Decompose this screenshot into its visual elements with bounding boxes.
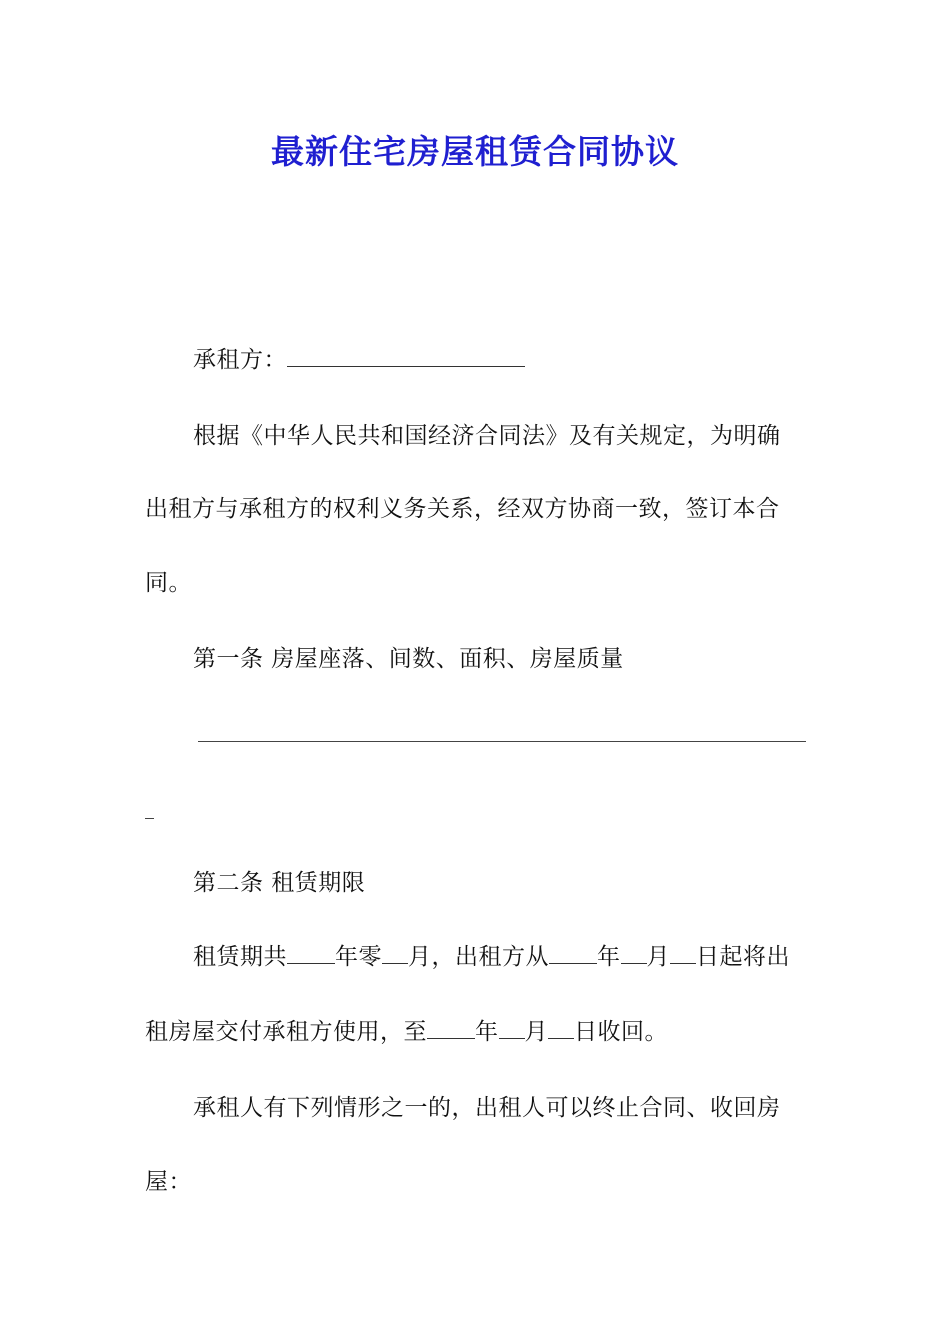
intro-line-2: 出租方与承租方的权利义务关系，经双方协商一致，签订本合 [145,496,780,522]
intro-line-3: 同。 [145,570,192,596]
termination-line-1: 承租人有下列情形之一的，出租人可以终止合同、收回房 [193,1095,781,1121]
end-month-blank[interactable] [499,1018,525,1039]
term-text: 年 [475,1019,499,1045]
article2-heading: 第二条 租赁期限 [193,870,366,896]
article1-heading: 第一条 房屋座落、间数、面积、房屋质量 [193,646,624,672]
term-text: 年零 [335,944,382,970]
term-years-blank[interactable] [287,943,335,964]
term-text: 年 [597,944,621,970]
tenant-blank[interactable] [287,346,525,367]
start-day-blank[interactable] [670,943,696,964]
end-day-blank[interactable] [548,1018,574,1039]
start-month-blank[interactable] [621,943,647,964]
term-text: 租赁期共 [193,944,287,970]
term-text: 月 [646,944,670,970]
term-line-1 [193,942,790,972]
tenant-label: 承租方： [193,347,287,373]
term-text: 月 [524,1019,548,1045]
end-year-blank[interactable] [427,1018,475,1039]
article1-fill-line[interactable] [198,741,806,742]
term-line-2 [145,1017,668,1047]
term-months-blank[interactable] [382,943,408,964]
termination-line-2: 屋： [145,1169,192,1195]
term-text: 日收回。 [574,1019,668,1045]
intro-line-1: 根据《中华人民共和国经济合同法》及有关规定，为明确 [193,423,781,449]
term-text: 租房屋交付承租方使用，至 [145,1019,427,1045]
article1-fill-line-end [145,818,154,819]
start-year-blank[interactable] [549,943,597,964]
term-text: 月，出租方从 [408,944,549,970]
document-title: 最新住宅房屋租赁合同协议 [271,132,679,171]
term-text: 日起将出 [696,944,790,970]
tenant-line [193,345,525,375]
